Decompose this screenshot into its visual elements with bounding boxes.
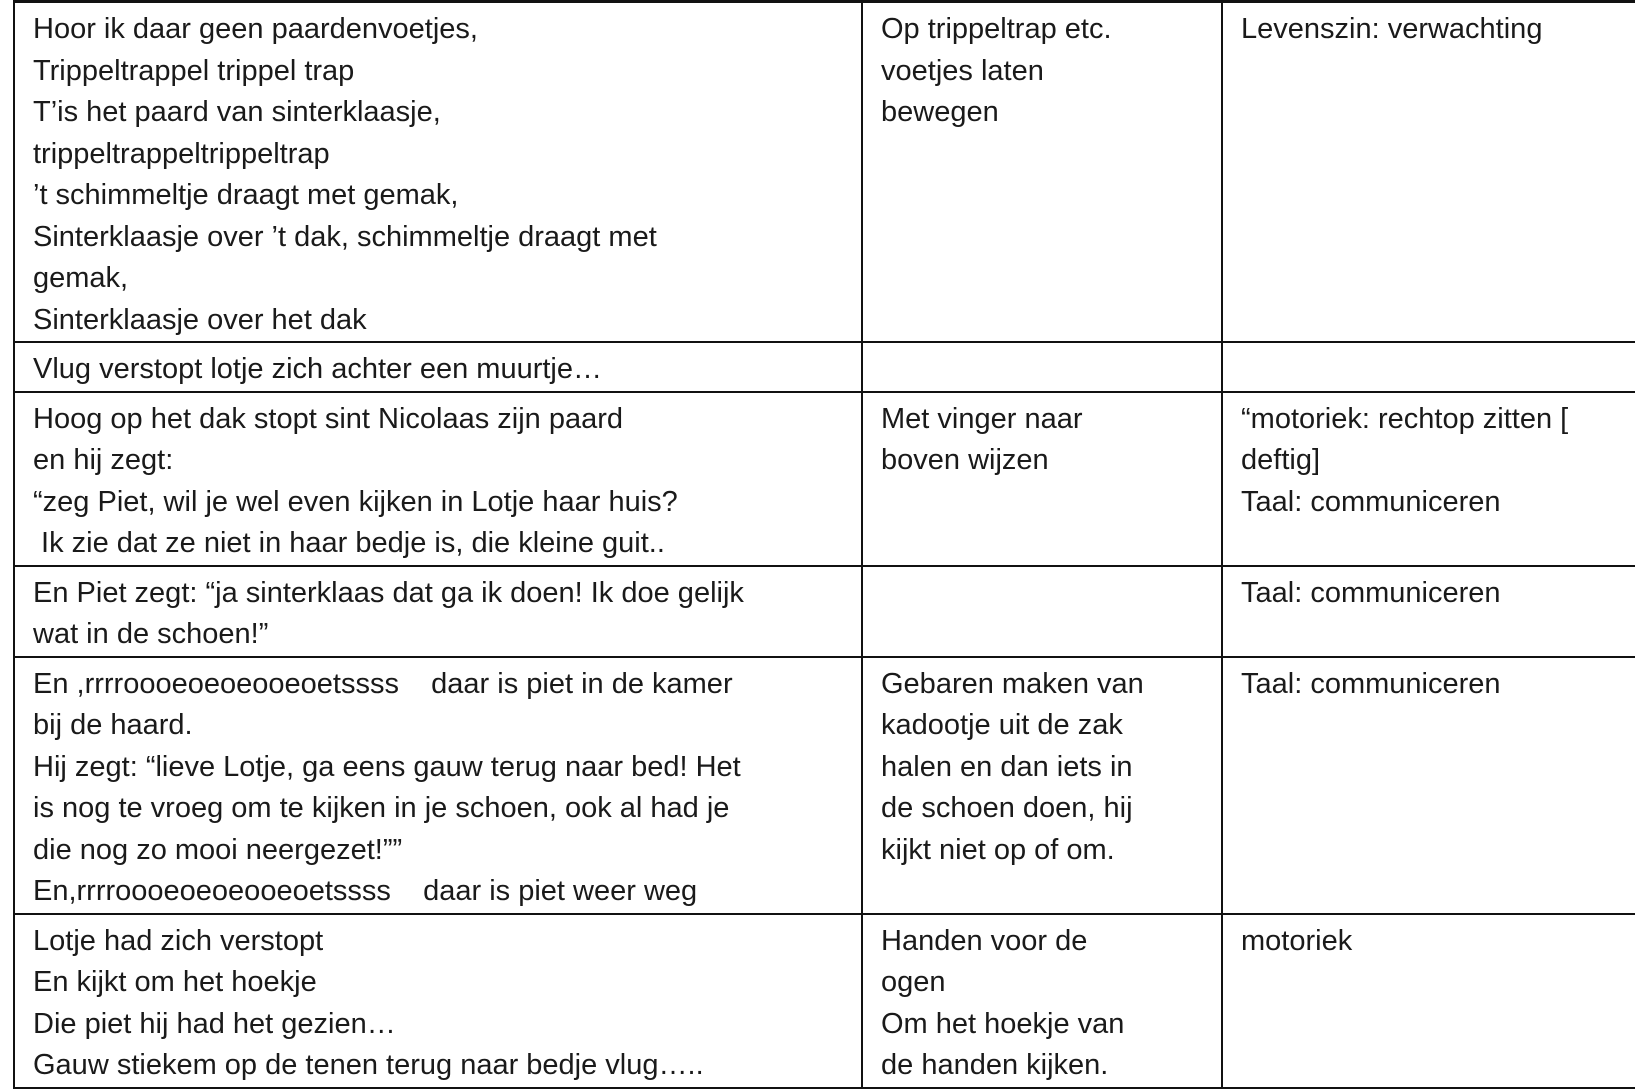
goal-line: Levenszin: verwachting: [1241, 13, 1543, 45]
text-line: Hoor ik daar geen paardenvoetjes,: [33, 13, 478, 45]
goal-cell: [1222, 392, 1635, 566]
text-line: Vlug verstopt lotje zich achter een muurtje…: [33, 353, 602, 385]
table-row: [14, 657, 1635, 914]
action-line: Op trippeltrap etc.: [881, 13, 1112, 45]
goal-line: motoriek: [1241, 924, 1353, 957]
text-line: Sinterklaasje over ’t dak, schimmeltje draagt met: [33, 220, 657, 253]
text-line: “zeg Piet, wil je wel even kijken in Lotje haar huis?: [33, 485, 678, 518]
table-row: [14, 566, 1635, 657]
action-line: bewegen: [881, 96, 999, 128]
action-line: ogen: [881, 966, 946, 998]
action-line: voetjes laten: [881, 54, 1044, 87]
action-line: de handen kijken.: [881, 1049, 1109, 1081]
text-line: bij de haard.: [33, 709, 193, 741]
action-cell: [862, 392, 1222, 566]
action-line: Gebaren maken van: [881, 667, 1144, 700]
text-line: Trippeltrappel trippel trap: [33, 54, 355, 87]
goal-cell: [1222, 342, 1635, 392]
goal-line: Taal: communiceren: [1241, 485, 1501, 518]
goal-cell: [1222, 657, 1635, 914]
text-line: trippeltrappeltrippeltrap: [33, 137, 330, 170]
text-line: is nog te vroeg om te kijken in je schoen, ook al had je: [33, 792, 730, 824]
text-line: ’t schimmeltje draagt met gemak,: [33, 179, 459, 211]
action-cell: [862, 657, 1222, 914]
goal-line: Taal: communiceren: [1241, 576, 1501, 609]
text-line: Gauw stiekem op de tenen terug naar bedje vlug…..: [33, 1049, 704, 1081]
table-row: [14, 392, 1635, 566]
text-line: Sinterklaasje over het dak: [33, 303, 367, 336]
action-line: halen en dan iets in: [881, 750, 1133, 783]
story-text-cell: [14, 2, 862, 343]
table-row: [14, 2, 1635, 343]
goal-cell: [1222, 566, 1635, 657]
text-line: T’is het paard van sinterklaasje,: [33, 96, 441, 128]
goal-line: deftig]: [1241, 444, 1320, 476]
story-text-cell: [14, 657, 862, 914]
story-text-cell: [14, 914, 862, 1088]
action-cell: [862, 342, 1222, 392]
lesson-table: [13, 0, 1635, 1089]
text-line: die nog zo mooi neergezet!””: [33, 833, 403, 866]
action-line: Handen voor de: [881, 924, 1088, 957]
action-line: de schoen doen, hij: [881, 792, 1133, 824]
story-text-cell: [14, 392, 862, 566]
lesson-table-body: [14, 2, 1635, 1088]
text-line: Lotje had zich verstopt: [33, 924, 324, 957]
action-line: boven wijzen: [881, 444, 1049, 476]
text-line: En kijkt om het hoekje: [33, 966, 317, 998]
text-line: Hij zegt: “lieve Lotje, ga eens gauw terug naar bed! Het: [33, 750, 741, 783]
story-text-cell: [14, 342, 862, 392]
text-line: Die piet hij had het gezien…: [33, 1007, 396, 1040]
action-line: kijkt niet op of om.: [881, 833, 1115, 866]
action-line: Om het hoekje van: [881, 1007, 1125, 1040]
goal-cell: [1222, 2, 1635, 343]
story-text-cell: [14, 566, 862, 657]
action-cell: [862, 914, 1222, 1088]
action-line: kadootje uit de zak: [881, 709, 1123, 741]
text-line: wat in de schoen!”: [33, 618, 269, 650]
text-line: Hoog op het dak stopt sint Nicolaas zijn paard: [33, 402, 624, 435]
action-cell: [862, 566, 1222, 657]
table-row: [14, 914, 1635, 1088]
text-line: En ,rrrroooeoeoeooeoetssss daar is piet in de kamer: [33, 667, 733, 700]
text-line: En,rrrroooeoeoeooeoetssss daar is piet weer weg: [33, 875, 698, 907]
table-row: [14, 342, 1635, 392]
text-line: En Piet zegt: “ja sinterklaas dat ga ik doen! Ik doe gelijk: [33, 576, 744, 609]
text-line: en hij zegt:: [33, 444, 174, 476]
action-cell: [862, 2, 1222, 343]
action-line: Met vinger naar: [881, 402, 1083, 435]
goal-cell: [1222, 914, 1635, 1088]
goal-line: Taal: communiceren: [1241, 667, 1501, 700]
text-line: gemak,: [33, 262, 129, 294]
text-line: Ik zie dat ze niet in haar bedje is, die kleine guit..: [33, 527, 665, 559]
goal-line: “motoriek: rechtop zitten [: [1241, 402, 1569, 435]
